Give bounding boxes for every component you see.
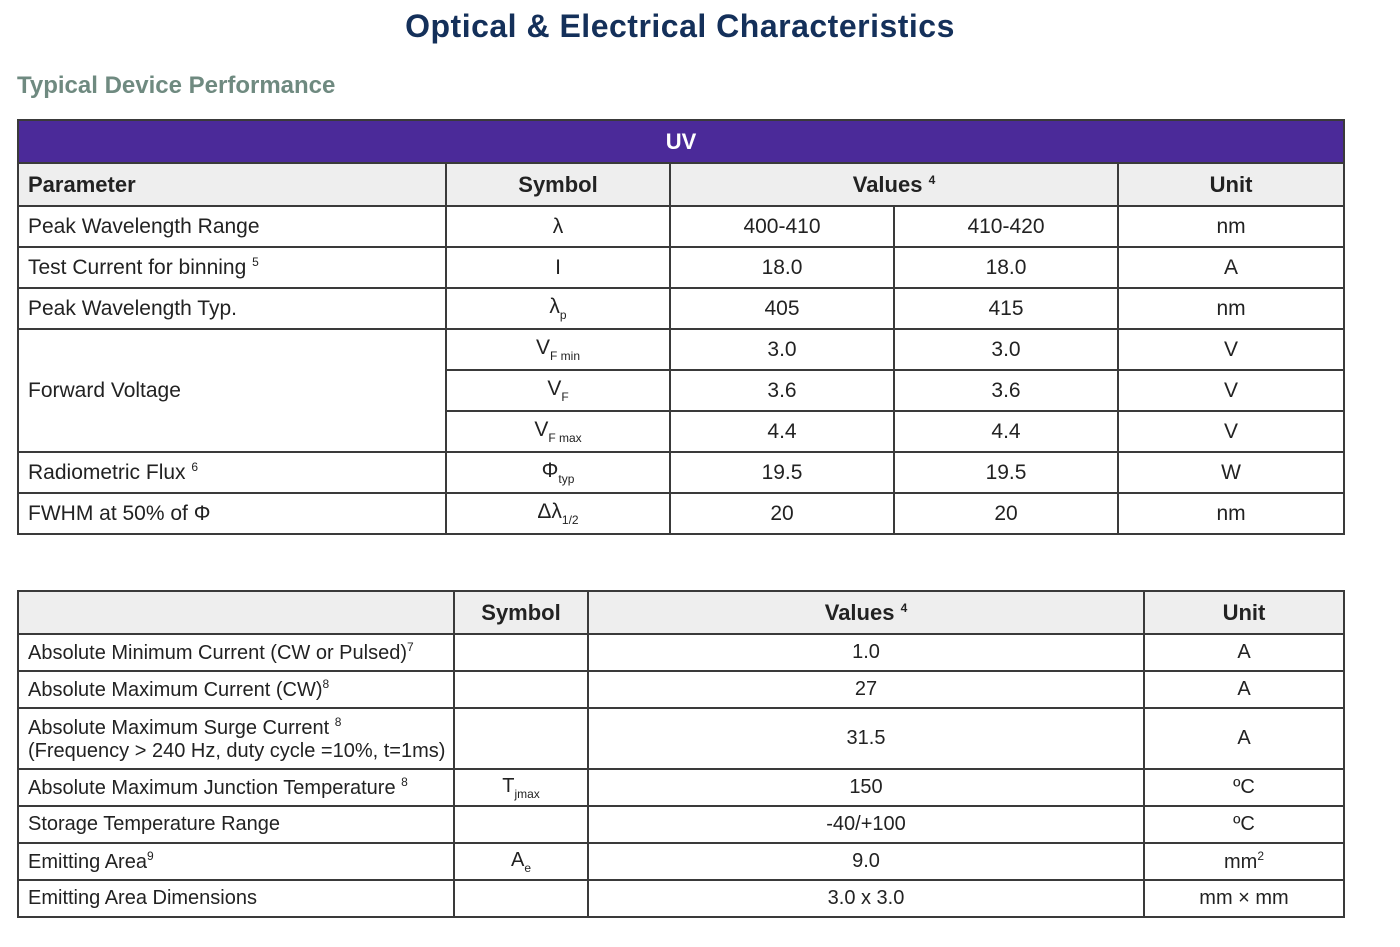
parameter-cell [18,843,454,880]
parameter-label: Emitting Area Dimensions [28,887,257,909]
value-cell: 410-420 [894,206,1118,247]
footnote-ref: 6 [191,460,199,474]
parameter-cell [18,671,454,708]
table-row [18,708,1344,769]
uv-banner: UV [18,120,1344,163]
symbol-subscript: F max [548,431,582,445]
symbol-cell [454,769,588,806]
absolute-ratings-table [17,590,1345,918]
unit-cell: V [1118,370,1344,411]
table-row [18,671,1344,708]
parameter-label: Absolute Maximum Current (CW) [28,679,323,701]
value-cell: 3.0 x 3.0 [588,880,1144,917]
header-unit: Unit [1144,591,1344,634]
value-cell: 19.5 [670,452,894,493]
header-unit: Unit [1118,163,1344,206]
parameter-cell [18,806,454,843]
uv-characteristics-table [17,119,1345,535]
table-row [18,452,1344,493]
symbol-cell [446,247,670,288]
unit-superscript: 2 [1257,849,1264,863]
parameter-label: Test Current for binning [28,256,247,279]
parameter-label: FWHM at 50% of Φ [28,501,211,525]
symbol-cell [446,288,670,329]
parameter-condition: (Frequency > 240 Hz, duty cycle =10%, t=1ms) [28,739,446,762]
symbol-cell [454,634,588,671]
value-cell: 3.0 [670,329,894,370]
symbol: V [534,418,549,441]
value-cell: 3.6 [670,370,894,411]
unit-label: mm [1223,851,1258,873]
table-row [18,769,1344,806]
table-header-row [18,591,1344,634]
symbol-cell [446,206,670,247]
symbol-cell [446,493,670,534]
value-cell: 31.5 [588,708,1144,769]
parameter-cell [18,452,446,493]
footnote-ref: 9 [146,849,154,863]
symbol-cell [454,843,588,880]
header-values [588,591,1144,634]
symbol-cell [454,880,588,917]
footnote-ref: 4 [900,600,908,615]
header-parameter [18,591,454,634]
symbol-cell [454,708,588,769]
section-subtitle: Typical Device Performance [17,72,336,99]
table-row [18,880,1344,917]
footnote-ref: 7 [407,640,414,654]
header-values [670,163,1118,206]
table-row [18,329,1344,370]
parameter-label: Absolute Maximum Junction Temperature [28,777,396,799]
symbol-subscript: F min [550,349,580,363]
value-cell: -40/+100 [588,806,1144,843]
unit-cell: nm [1118,493,1344,534]
value-cell: 19.5 [894,452,1118,493]
footnote-ref: 8 [334,714,342,729]
value-cell: 1.0 [588,634,1144,671]
symbol-subscript: F [561,390,569,404]
table-row [18,634,1344,671]
unit-cell: W [1118,452,1344,493]
symbol: T [502,774,515,797]
symbol: V [547,377,562,400]
value-cell: 18.0 [894,247,1118,288]
unit-cell: A [1118,247,1344,288]
parameter-label: Forward Voltage [28,378,181,402]
parameter-cell [18,247,446,288]
value-cell: 3.6 [894,370,1118,411]
unit-cell: nm [1118,206,1344,247]
header-symbol: Symbol [454,591,588,634]
unit-cell: A [1144,671,1344,708]
value-cell: 405 [670,288,894,329]
table-row [18,288,1344,329]
header-parameter: Parameter [18,163,446,206]
value-cell: 4.4 [894,411,1118,452]
header-values-label: Values [824,599,895,625]
symbol-subscript: typ [558,472,575,486]
symbol-cell [446,452,670,493]
unit-cell: mm × mm [1144,880,1344,917]
unit-cell: A [1144,634,1344,671]
symbol-cell [454,671,588,708]
symbol-cell [446,411,670,452]
parameter-cell [18,708,454,769]
unit-cell: V [1118,411,1344,452]
header-values-label: Values [852,171,923,197]
unit-cell: A [1144,708,1344,769]
parameter-cell [18,329,446,452]
unit-cell: ºC [1144,806,1344,843]
value-cell: 150 [588,769,1144,806]
parameter-label: Absolute Maximum Surge Current [28,716,330,739]
symbol: λ [549,295,560,318]
table-row [18,206,1344,247]
table-header-row [18,163,1344,206]
parameter-cell [18,288,446,329]
symbol-cell [454,806,588,843]
value-cell: 20 [670,493,894,534]
parameter-label: Peak Wavelength Typ. [28,296,237,320]
table-row [18,843,1344,880]
symbol: A [510,848,525,871]
symbol: I [555,255,561,279]
symbol-cell [446,329,670,370]
value-cell: 18.0 [670,247,894,288]
symbol-subscript: 1/2 [561,513,579,527]
parameter-label: Emitting Area [28,851,147,873]
parameter-label: Radiometric Flux [28,461,186,484]
unit-cell: nm [1118,288,1344,329]
parameter-label: Absolute Minimum Current (CW or Pulsed) [28,642,407,664]
value-cell: 3.0 [894,329,1118,370]
symbol-subscript: p [559,308,567,322]
table-row [18,806,1344,843]
parameter-cell [18,769,454,806]
value-cell: 20 [894,493,1118,534]
value-cell: 4.4 [670,411,894,452]
symbol: Δλ [537,500,562,523]
table-row [18,493,1344,534]
unit-cell: V [1118,329,1344,370]
parameter-label: Storage Temperature Range [28,813,281,835]
value-cell: 27 [588,671,1144,708]
value-cell: 9.0 [588,843,1144,880]
parameter-label: Peak Wavelength Range [28,214,260,238]
value-cell: 415 [894,288,1118,329]
footnote-ref: 8 [322,677,330,691]
unit-cell [1144,843,1344,880]
symbol-subscript: jmax [514,786,540,801]
footnote-ref: 5 [252,255,259,269]
parameter-cell [18,206,446,247]
unit-cell: ºC [1144,769,1344,806]
header-symbol: Symbol [446,163,670,206]
parameter-cell [18,634,454,671]
value-cell: 400-410 [670,206,894,247]
symbol: λ [552,214,564,238]
footnote-ref: 4 [928,172,936,187]
page-title: Optical & Electrical Characteristics [405,8,955,44]
table-row [18,247,1344,288]
parameter-cell [18,880,454,917]
symbol: Φ [541,459,559,482]
parameter-cell [18,493,446,534]
symbol: V [535,336,550,359]
symbol-cell [446,370,670,411]
symbol-subscript: e [524,860,532,875]
footnote-ref: 8 [401,775,408,789]
